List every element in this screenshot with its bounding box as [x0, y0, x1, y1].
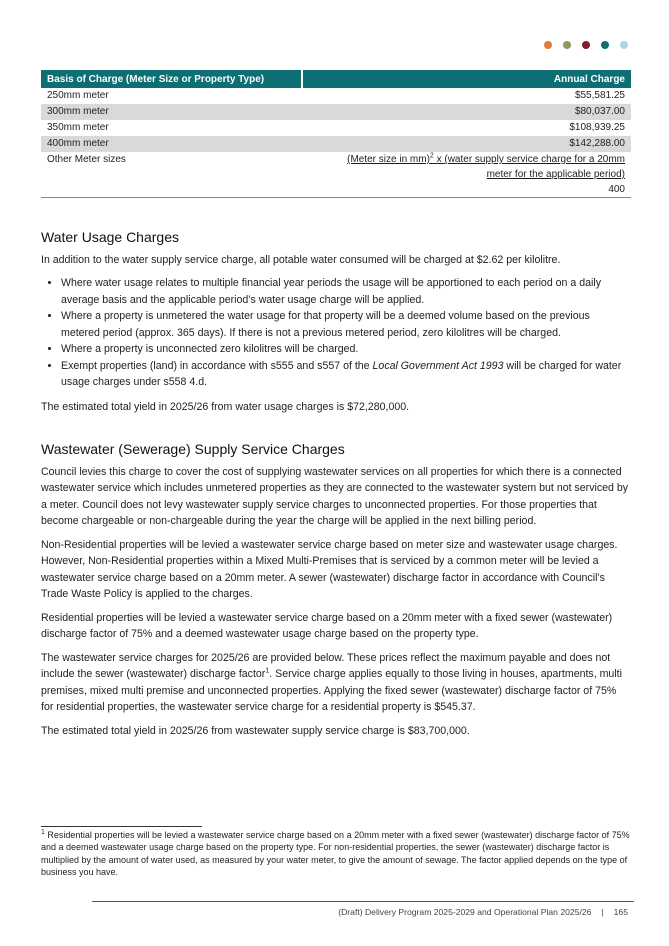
paragraph: In addition to the water supply service charge, all potable water consumed will be charged at $2.62 per kilolitre.: [41, 253, 561, 266]
list-item: • Where a property is unmetered the water usage for that property will be a deemed volume based on the previous metered period (approx. 365 days). If there is not a previous metered period, zero kilolitres will be charged.: [61, 308, 631, 341]
annual-charge-table: [41, 70, 631, 198]
paragraph: Residential properties will be levied a wastewater service charge based on a 20mm meter with a fixed sewer (wastewater) discharge factor of 75% and a deemed wastewater usage charge based on the property type.: [41, 611, 613, 640]
act-name: Local Government Act 1993: [372, 359, 504, 372]
footer-divider: [92, 901, 634, 902]
formula-sup: 2: [429, 152, 434, 160]
row-basis: 350mm meter: [47, 122, 109, 133]
header-annual-charge: Annual Charge: [302, 70, 631, 88]
paragraph-text: The wastewater service charges for 2025/26 are provided below. These prices reflect the maximum payable and does not include the sewer (wastewater) discharge factor: [41, 651, 611, 680]
bullet-list: [41, 275, 631, 391]
page-number: 165: [613, 907, 628, 917]
table-row: [41, 88, 631, 104]
page-footer: [338, 907, 628, 917]
formula-line-1: [347, 154, 625, 165]
list-item: • Where a property is unconnected zero kilolitres will be charged.: [61, 341, 631, 358]
paragraph: [41, 650, 631, 716]
row-annual-charge: $108,939.25: [569, 122, 625, 133]
decorative-dot: [563, 41, 571, 49]
row-basis: 400mm meter: [41, 136, 302, 152]
paragraph: The estimated total yield in 2025/26 from water usage charges is $72,280,000.: [41, 400, 410, 413]
section-heading: Wastewater (Sewerage) Supply Service Charges: [41, 441, 345, 457]
formula-post: x (water supply service charge for a 20mm: [433, 154, 625, 165]
footnote-text: Residential properties will be levied a wastewater service charge based on a 20mm meter with a fixed sewer (wastewater) discharge factor of 75% and a deemed wastewater usage charge based on the property type. For non-residential properties, the sewer (wastewater) discharge factor is multiplied by the amount of water used, as measured by your water meter, to give the amount of sewage. The factor applied depends on the type of business you have.: [41, 830, 630, 877]
section-heading: Water Usage Charges: [41, 229, 179, 245]
row-annual-charge: $142,288.00: [302, 136, 631, 152]
paragraph-text: . Service charge applies equally to those living in houses, apartments, multi premises, mixed multi premise and unconnected properties. Applying the fixed sewer (wastewater) discharge factor of 75% for residential properties, the wastewater service charge for a residential property is $545.37.: [41, 668, 622, 713]
formula-line-2: meter for the applicable period): [486, 169, 625, 180]
row-basis: 300mm meter: [41, 104, 302, 120]
list-item: • Where water usage relates to multiple financial year periods the usage will be apportioned to each period on a daily average basis and the applicable period’s water usage charge will be applied.: [61, 275, 631, 308]
decorative-dot: [544, 41, 552, 49]
decorative-dots: [544, 41, 628, 49]
footnote-ref[interactable]: 1: [265, 667, 270, 675]
footer-separator: |: [601, 907, 604, 917]
row-annual-charge: $55,581.25: [574, 90, 625, 101]
table-row-other: [41, 152, 631, 198]
table-row: [41, 136, 631, 152]
row-basis: Other Meter sizes: [41, 152, 302, 198]
wastewater-section: [41, 441, 631, 746]
decorative-dot: [601, 41, 609, 49]
footnote-divider: [41, 826, 202, 827]
list-item: [61, 358, 631, 391]
footer-title: (Draft) Delivery Program 2025-2029 and Operational Plan 2025/26: [338, 907, 592, 917]
table-row: [41, 104, 631, 120]
footnote-mark: 1: [41, 829, 45, 836]
paragraph: Council levies this charge to cover the cost of supplying wastewater services on all properties for which there is a connected wastewater service which includes unmetered properties as they are connected to the wastewater system but not serviced by a meter. Council does not levy wastewater supply service charges to unconnected properties. For those properties that become chargeable or non-chargeable during the year the charge will be applied in the next billing period.: [41, 465, 629, 527]
footnote: [41, 829, 631, 878]
water-usage-section: [41, 229, 631, 422]
paragraph: The estimated total yield in 2025/26 from wastewater supply service charge is $83,700,000.: [41, 724, 470, 737]
formula-divisor: 400: [608, 184, 625, 195]
row-basis: 250mm meter: [47, 90, 109, 101]
decorative-dot: [620, 41, 628, 49]
paragraph: Non-Residential properties will be levied a wastewater service charge based on meter size and wastewater usage charges. However, Non-Residential properties within a Mixed Multi-Premises that is serviced by a common meter will be levied a wastewater service charge based on a 20mm meter. A sewer (wastewater) discharge factor in accordance with Council’s Trade Waste Policy is applied to the charges.: [41, 538, 618, 600]
list-item-text: will be charged for water usage charges under s558 4.d.: [61, 359, 622, 388]
list-item-text: Exempt properties (land) in accordance with s555 and s557 of the: [61, 359, 373, 372]
formula-pre: (Meter size in mm): [347, 154, 430, 165]
row-annual-charge: $80,037.00: [302, 104, 631, 120]
table-row: [41, 120, 631, 136]
decorative-dot: [582, 41, 590, 49]
header-basis: Basis of Charge (Meter Size or Property Type): [41, 70, 302, 88]
table-header-row: [41, 70, 631, 88]
other-meter-formula: [302, 152, 631, 198]
